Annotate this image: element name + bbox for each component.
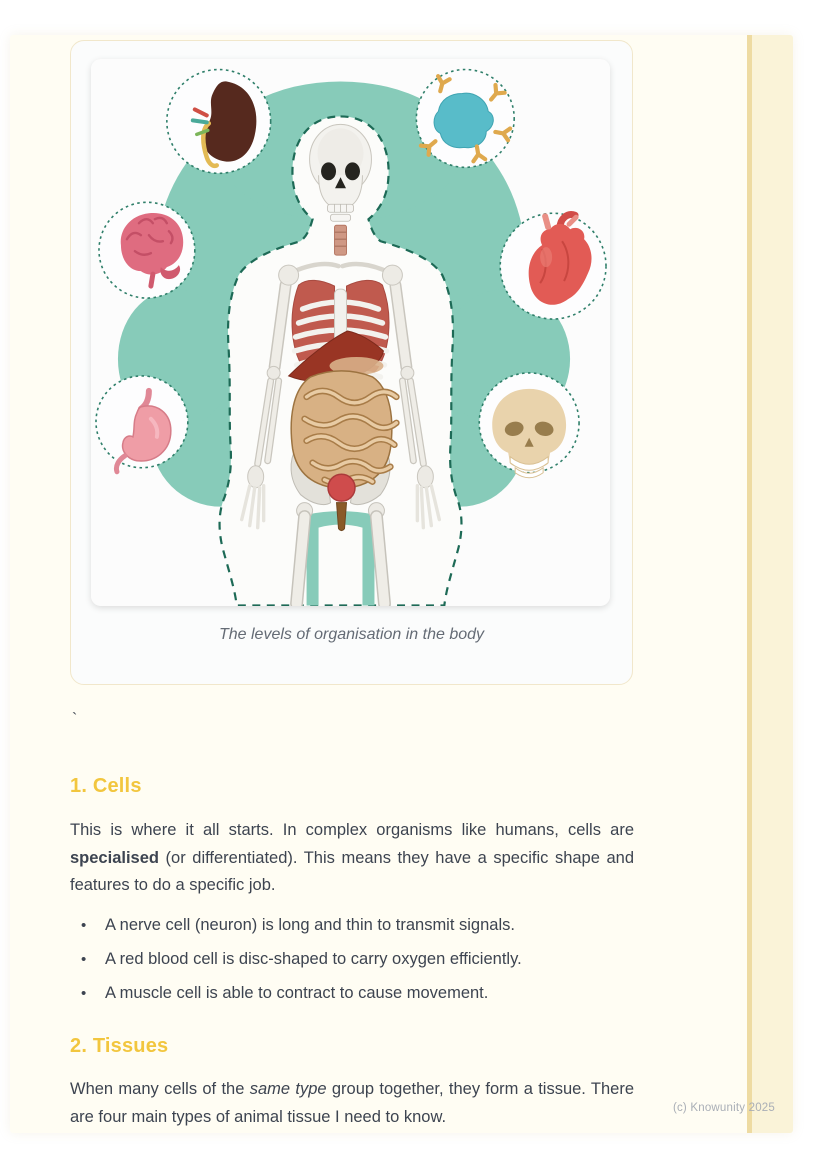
tissues-paragraph-start: When many cells of the [70,1080,250,1098]
cells-paragraph-start: This is where it all starts. In complex organisms like humans, cells are [70,821,634,839]
brain-icon [99,202,195,298]
list-item-text: A muscle cell is able to contract to cause movement. [105,984,489,1002]
heart-icon [500,213,606,319]
list-item [70,980,634,1007]
bullet-marker: • [81,917,87,934]
page-edge-ribbon-line [747,35,752,1133]
tissues-paragraph-italic-term: same type [249,1080,327,1098]
list-item [70,912,634,939]
tissues-paragraph [70,1076,634,1131]
page-edge-ribbon [752,35,793,1133]
kidney-icon [167,70,271,174]
anatomy-figure-image [91,59,610,606]
cells-paragraph-end: (or differentiated). This means they have a specific shape and features to do a specific job. [70,848,634,894]
bullet-marker: • [81,985,87,1002]
bullet-marker: • [81,951,87,968]
list-item [70,946,634,973]
list-item-text: A red blood cell is disc-shaped to carry oxygen efficiently. [105,950,522,968]
note-page [10,35,793,1133]
copyright-watermark: (c) Knowunity 2025 [672,1102,775,1114]
figure-caption: The levels of organisation in the body [218,626,485,643]
section-heading-cells: 1. Cells [70,775,142,797]
cells-bullet-list [70,912,634,1014]
tissues-paragraph-end: group together, they form a tissue. There are four main types of animal tissue I need to know. [70,1080,635,1126]
figure-card [70,40,633,685]
section-heading-tissues: 2. Tissues [70,1035,169,1057]
cells-paragraph-bold-term: specialised [70,848,159,867]
immune-cell-icon [416,70,514,168]
cells-paragraph [70,817,634,900]
list-item-text: A nerve cell (neuron) is long and thin to transmit signals. [105,916,515,934]
stray-backtick-character: ` [72,711,78,728]
